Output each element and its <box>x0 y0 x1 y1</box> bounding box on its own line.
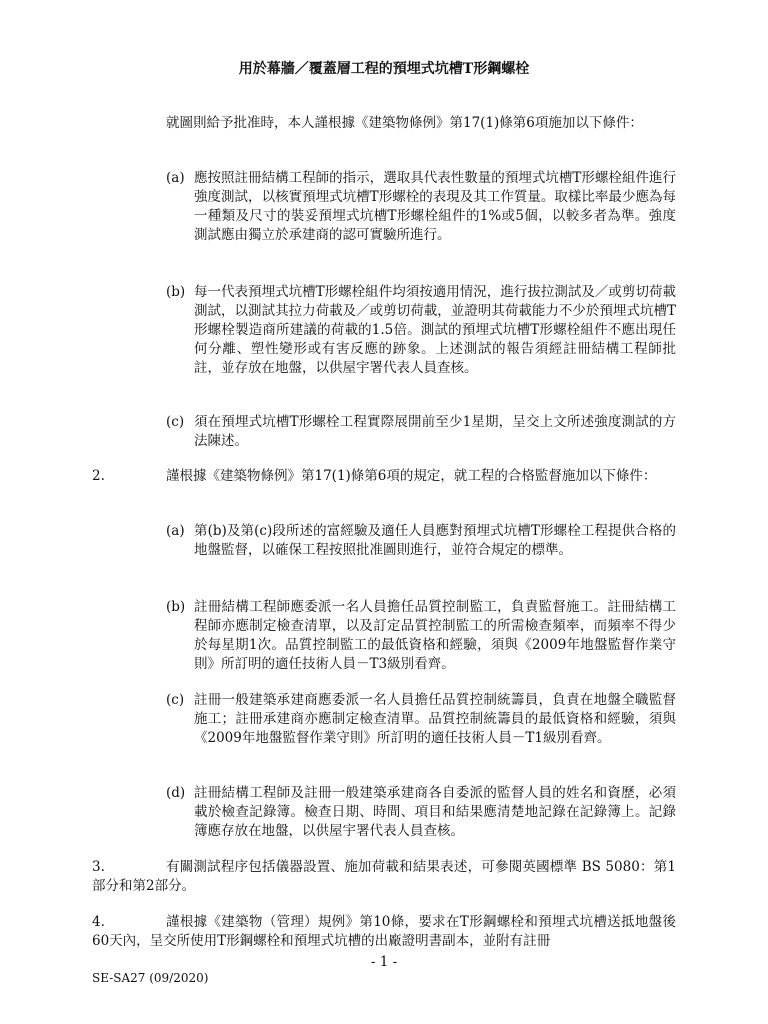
list-item <box>166 413 676 451</box>
section-3-text: 有關測試程序包括儀器設置、施加荷載和結果表述，可參閱英國標準 BS 5080：第1部分和第2部分。 <box>92 859 676 894</box>
list-item <box>166 283 676 378</box>
section-number: 4. <box>92 914 105 930</box>
list-item <box>166 691 676 748</box>
item-text: 註冊結構工程師應委派一名人員擔任品質控制監工，負責監督施工。註冊結構工程師亦應制定檢查清單，以及訂定品質控制監工的所需檢查頻率，而頻率不得少於每星期1次。品質控制監工的最低資格和經驗，須與《2009年地盤監督作業守則》所訂明的適任技術人員－T3級別看齊。 <box>194 599 676 672</box>
section-4-text: 謹根據《建築物（管理）規例》第10條，要求在T形鋼螺栓和預埋式坑槽送抵地盤後60天內，呈交所使用T形鋼螺栓和預埋式坑槽的出廠證明書副本，並附有註冊 <box>92 914 676 949</box>
item-text: 註冊一般建築承建商應委派一名人員擔任品質控制統籌員，負責在地盤全職監督施工；註冊承建商亦應制定檢查清單。品質控制統籌員的最低資格和經驗，須與《2009年地盤監督作業守則》所訂明的適任技術人員－T1級別看齊。 <box>194 692 676 746</box>
section-number: 3. <box>92 859 105 875</box>
list-item <box>166 522 676 560</box>
list-item <box>166 598 676 674</box>
item-text: 須在預埋式坑槽T形螺栓工程實際展開前至少1星期，呈交上文所述強度測試的方法陳述。 <box>194 414 676 449</box>
item-label: (c) <box>166 414 185 430</box>
page-number: - 1 - <box>370 954 398 970</box>
intro-text: 就圖則給予批准時，本人謹根據《建築物條例》第17(1)條第6項施加以下條件： <box>166 115 643 131</box>
section-number: 2. <box>92 468 105 484</box>
item-text: 每一代表預埋式坑槽T形螺栓組件均須按適用情況，進行拔拉測試及／或剪切荷載測試，以測試其拉力荷載及／或剪切荷載，並證明其荷載能力不少於預埋式坑槽T形螺栓製造商所建議的荷載的1.5倍。測試的預埋式坑槽T形螺栓組件不應出現任何分離、塑性變形或有害反應的跡象。上述測試的報告須經註冊結構工程師批註，並存放在地盤，以供屋宇署代表人員查核。 <box>194 284 676 376</box>
item-label: (a) <box>166 170 185 186</box>
item-text: 第(b)及第(c)段所述的富經驗及適任人員應對預埋式坑槽T形螺栓工程提供合格的地盤監督，以確保工程按照批准圖則進行，並符合規定的標準。 <box>194 523 676 558</box>
footer-code: SE-SA27 (09/2020) <box>92 971 209 985</box>
section-4-paragraph <box>92 913 676 951</box>
document-title: 用於幕牆／覆蓋層工程的預埋式坑槽T形鋼螺栓 <box>238 61 530 77</box>
intro-paragraph <box>92 114 676 133</box>
section-2-text: 謹根據《建築物條例》第17(1)條第6項的規定，就工程的合格監督施加以下條件： <box>166 468 657 484</box>
section-2-paragraph <box>92 467 676 486</box>
item-label: (c) <box>166 692 185 708</box>
item-label: (b) <box>166 599 186 615</box>
list-item <box>166 784 676 841</box>
item-text: 應按照註冊結構工程師的指示，選取具代表性數量的預埋式坑槽T形螺栓組件進行強度測試，以核實預埋式坑槽T形螺栓的表現及其工作質量。取樣比率最少應為每一種類及尺寸的裝妥預埋式坑槽T形螺栓組件的1%或5個，以較多者為準。強度測試應由獨立於承建商的認可實驗所進行。 <box>194 170 676 243</box>
item-label: (d) <box>166 785 186 801</box>
item-label: (b) <box>166 284 186 300</box>
list-item <box>166 169 676 245</box>
section-3-paragraph <box>92 858 676 896</box>
item-label: (a) <box>166 523 185 539</box>
item-text: 註冊結構工程師及註冊一般建築承建商各自委派的監督人員的姓名和資歷，必須載於檢查記錄簿。檢查日期、時間、項目和結果應清楚地記錄在記錄簿上。記錄簿應存放在地盤，以供屋宇署代表人員查核。 <box>194 785 676 839</box>
